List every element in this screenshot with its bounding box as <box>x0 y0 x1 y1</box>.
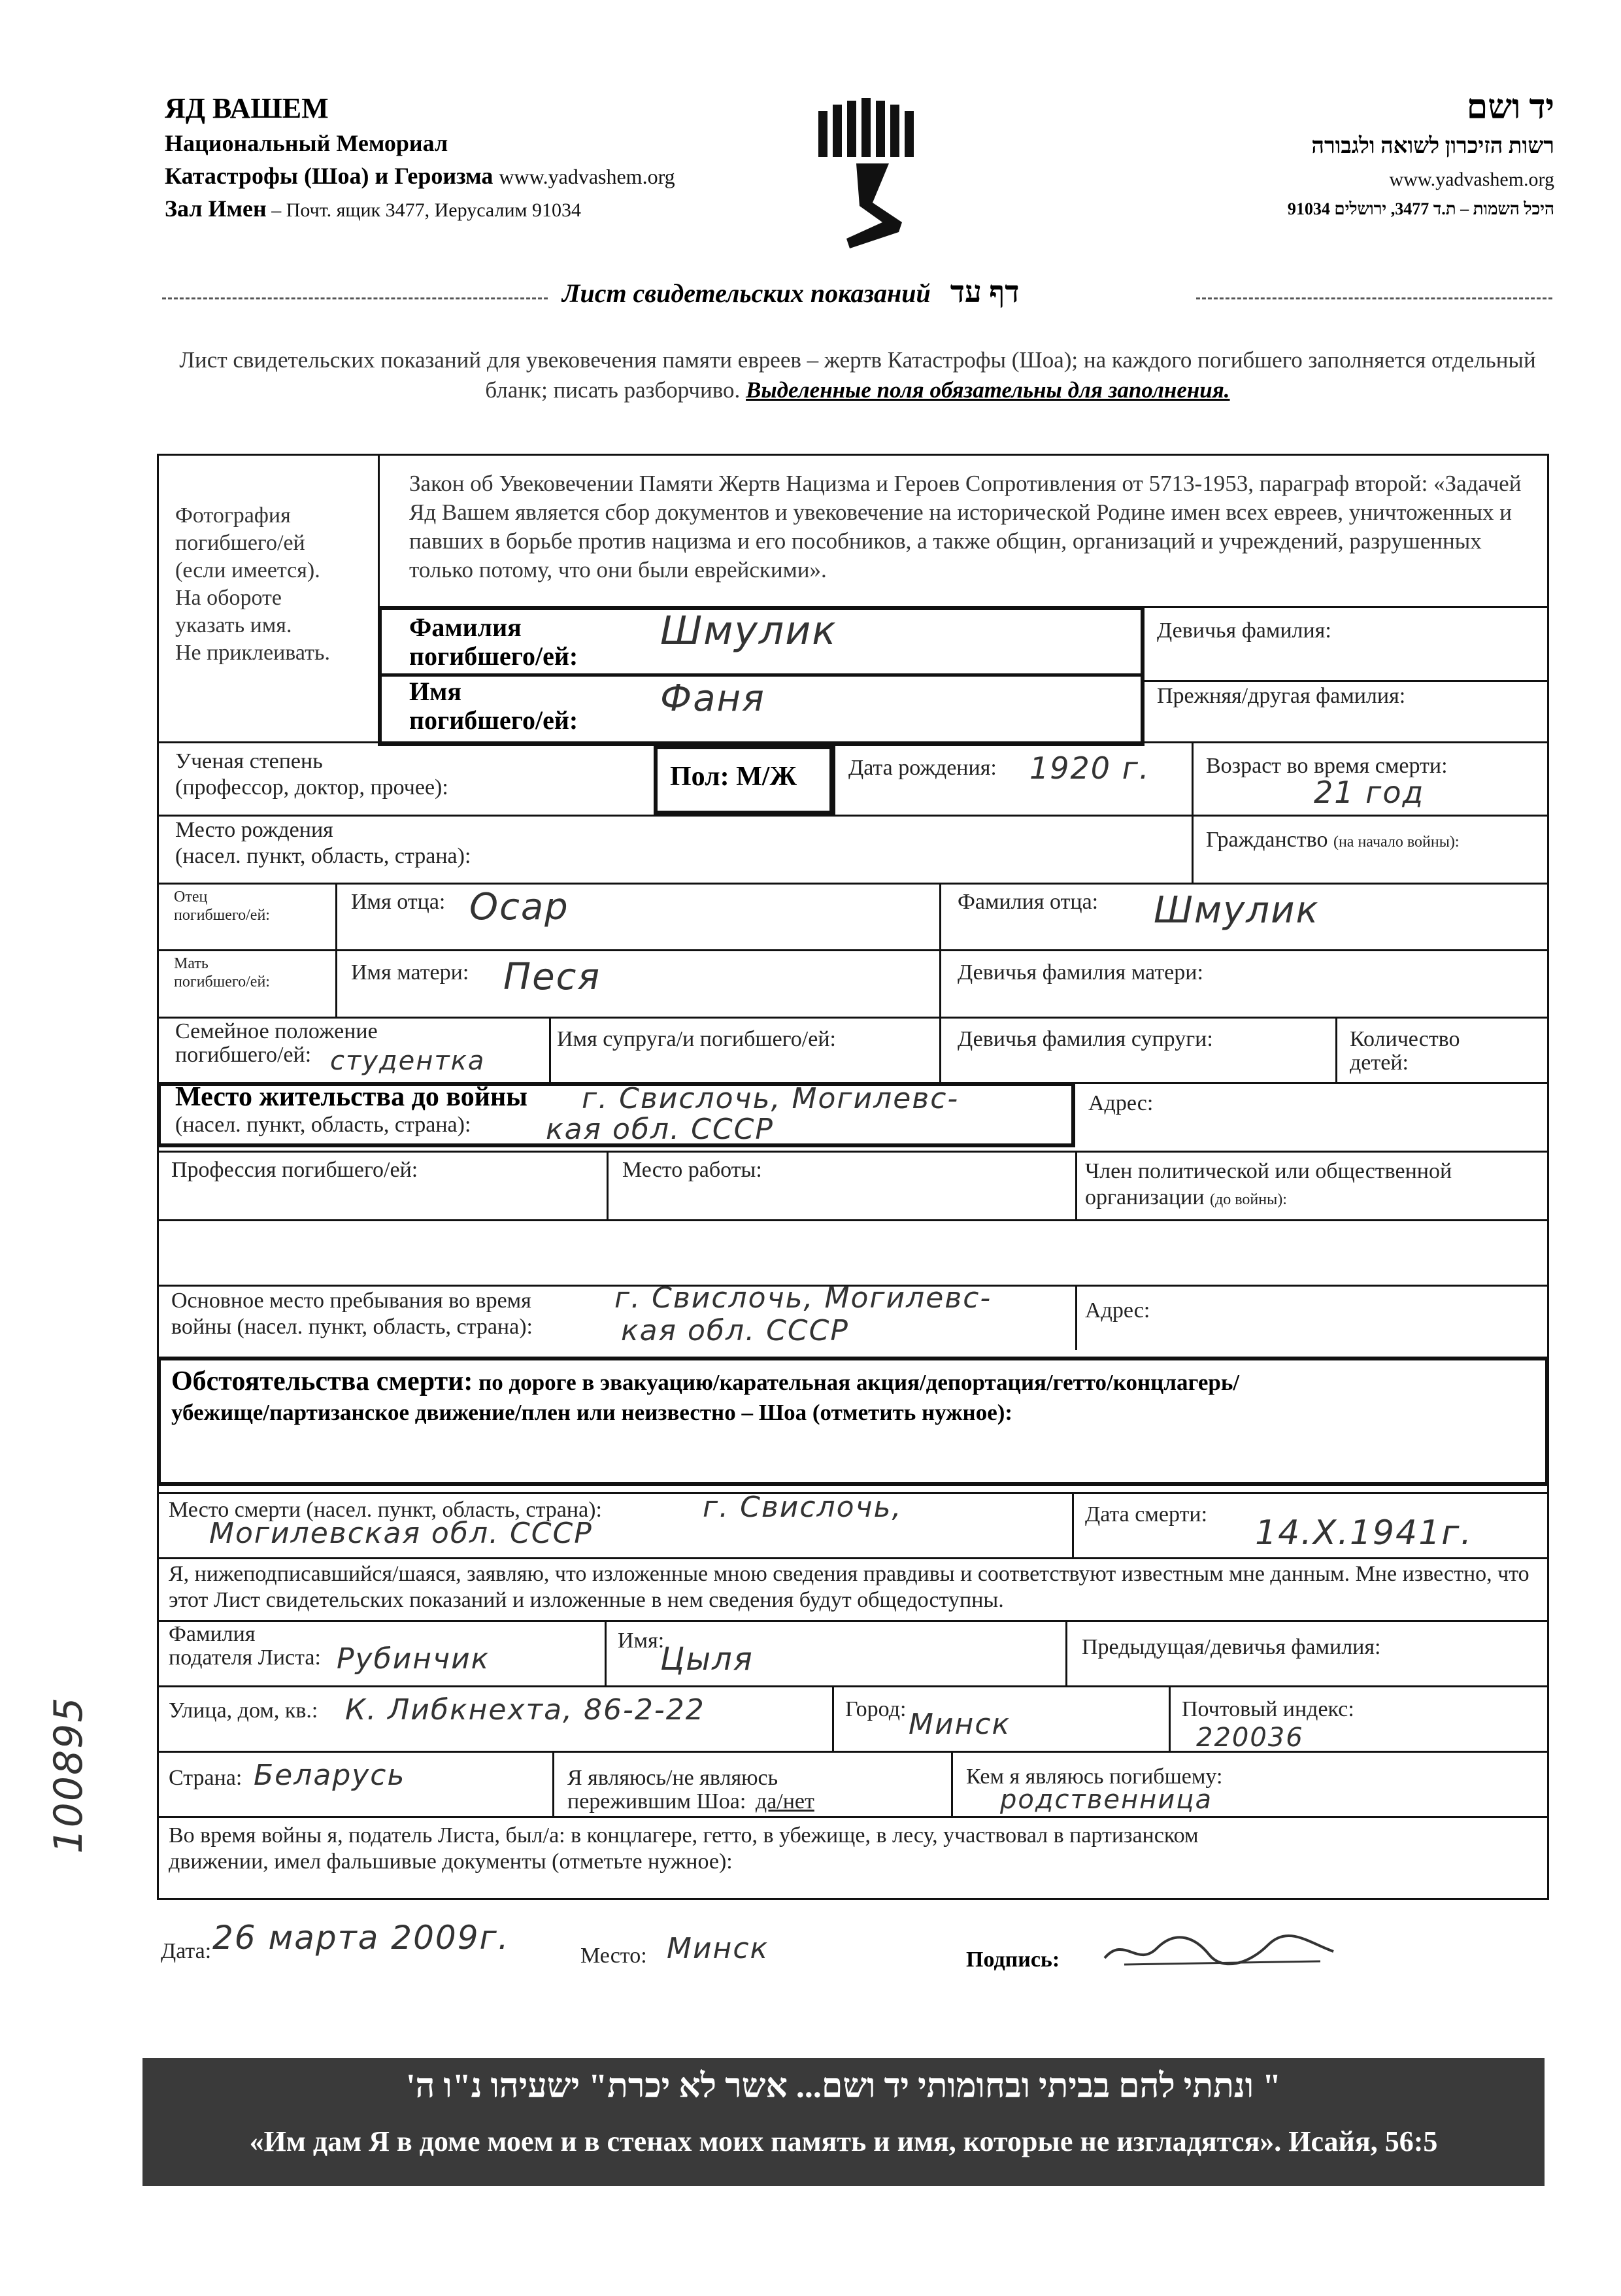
spouse-left <box>549 1017 551 1082</box>
surname-label-1: Фамилия <box>409 613 522 642</box>
submitter-name-label: Имя: <box>618 1629 665 1653</box>
submitter-prev-label: Предыдущая/девичья фамилия: <box>1082 1635 1381 1659</box>
citizenship-label-text: Гражданство <box>1206 828 1328 852</box>
citizenship-label <box>1206 827 1460 853</box>
header-left-line2-text: Катастрофы (Шоа) и Героизма <box>165 163 493 189</box>
place-value[interactable]: Минск <box>667 1932 769 1965</box>
yad-vashem-logo <box>811 98 928 255</box>
date-label: Дата: <box>161 1939 212 1963</box>
street-value[interactable]: К. Либкнехта, 86-2-22 <box>345 1693 705 1727</box>
wartime-self-2: движении, имел фальшивые документы (отметьте нужное): <box>169 1849 733 1874</box>
header-right-line1: רשות הזיכרון לשואה ולגבורה <box>1311 134 1554 158</box>
header-left-title: ЯД ВАШЕМ <box>165 92 329 124</box>
mother-tag-2: погибшего/ей: <box>174 973 270 990</box>
header-left-address: – Почт. ящик 3477, Иерусалим 91034 <box>271 199 581 221</box>
membership-left <box>1075 1151 1077 1219</box>
profession-label: Профессия погибшего/ей: <box>171 1158 418 1182</box>
survivor-label-1: Я являюсь/не являюсь <box>567 1766 778 1790</box>
workplace-left <box>607 1151 609 1219</box>
country-label: Страна: <box>169 1766 242 1790</box>
degree-label-2: (профессор, доктор, прочее): <box>175 775 448 800</box>
survivor-choice[interactable]: да/нет <box>755 1789 814 1814</box>
father-name-value[interactable]: Осар <box>469 886 569 928</box>
name-label <box>409 677 578 735</box>
children-label-1: Количество <box>1350 1027 1460 1051</box>
surname-label <box>409 613 578 671</box>
death-place-value-2[interactable]: Могилевская обл. СССР <box>209 1517 593 1550</box>
header-right-url: www.yadvashem.org <box>1389 169 1554 190</box>
membership-label-1: Член политической или общественной <box>1085 1159 1452 1183</box>
photo-instructions <box>175 502 330 667</box>
citizenship-note: (на начало войны): <box>1333 834 1460 851</box>
date-value[interactable]: 26 марта 2009г. <box>212 1919 510 1957</box>
membership-label <box>1085 1158 1452 1211</box>
mother-name-label: Имя матери: <box>351 960 469 985</box>
birthdate-value[interactable]: 1920 г. <box>1029 751 1150 786</box>
photo-line2: погибшего/ей <box>175 531 305 555</box>
victim-name-divider <box>378 673 1145 677</box>
death-date-label: Дата смерти: <box>1085 1502 1208 1527</box>
submitter-surname-value[interactable]: Рубинчик <box>337 1642 490 1676</box>
survivor-label-2: пережившим Шоа: <box>567 1789 746 1814</box>
birthplace-label <box>175 817 471 869</box>
form-title-ru: Лист свидетельских показаний <box>562 279 931 308</box>
row-address-top <box>157 1685 1549 1687</box>
maiden-bottom-line <box>1145 680 1549 682</box>
survivor-label <box>567 1766 814 1814</box>
title-rule-right <box>1196 297 1552 299</box>
row-marital-top <box>157 1017 1549 1019</box>
city-label: Город: <box>845 1697 907 1721</box>
photo-line1: Фотография <box>175 503 291 528</box>
death-place-label: Место смерти (насел. пункт, область, страна): <box>169 1498 602 1522</box>
name-label-1: Имя <box>409 677 461 706</box>
submitter-name-value[interactable]: Цыля <box>660 1641 754 1678</box>
wartime-self-1: Во время войны я, податель Листа, был/а: в концлагере, гетто, в убежище, в лесу, участвовал в партизанском <box>169 1823 1199 1848</box>
signature-label: Подпись: <box>966 1948 1060 1972</box>
wartime-label <box>171 1288 533 1340</box>
form-title <box>562 275 1019 309</box>
death-circ-bold: Обстоятельства смерти: <box>171 1366 473 1396</box>
footer-russian: «Им дам Я в доме моем и в стенах моих память и имя, которые не изгладятся». Исайя, 56:5 <box>249 2125 1438 2157</box>
row-blank-top <box>157 1219 1549 1221</box>
submitter-surname-label-1: Фамилия <box>169 1622 256 1646</box>
marital-label-1: Семейное положение <box>175 1019 378 1043</box>
intro-text <box>171 345 1544 405</box>
age-left <box>1192 741 1194 815</box>
postal-value[interactable]: 220036 <box>1196 1723 1304 1753</box>
spouse-maiden-label: Девичья фамилия супруги: <box>958 1027 1213 1051</box>
relation-value[interactable]: родственница <box>1000 1785 1213 1815</box>
country-value[interactable]: Беларусь <box>254 1759 406 1792</box>
postal-left <box>1169 1685 1171 1751</box>
wartime-value-2[interactable]: кая обл. СССР <box>621 1314 849 1347</box>
children-label <box>1350 1028 1460 1075</box>
death-circ-row1 <box>171 1366 1531 1398</box>
row-wartime-self-top <box>157 1816 1549 1818</box>
birthdate-label: Дата рождения: <box>848 756 997 780</box>
surname-value[interactable]: Шмулик <box>660 608 837 654</box>
mother-maiden-label: Девичья фамилия матери: <box>958 960 1203 985</box>
residence-label <box>175 1082 527 1138</box>
surname-label-2: погибшего/ей: <box>409 641 578 671</box>
wartime-label-2: войны (насел. пункт, область, страна): <box>171 1315 533 1339</box>
name-value[interactable]: Фаня <box>660 677 765 720</box>
submitter-prev-left <box>1065 1620 1067 1685</box>
membership-label-2-row <box>1085 1185 1452 1211</box>
photo-line3: (если имеется). <box>175 558 320 582</box>
mother-name-value[interactable]: Песя <box>503 956 601 998</box>
intro-main: Лист свидетельских показаний для увековечения памяти евреев – жертв Катастрофы (Шоа); на каждого погибшего заполняется отдельный бланк; писать разборчиво. <box>179 347 1536 403</box>
maiden-label: Девичья фамилия: <box>1157 618 1331 643</box>
death-place-value-1[interactable]: г. Свислочь, <box>703 1491 903 1524</box>
submitter-surname-label-2: подателя Листа: <box>169 1646 321 1670</box>
father-name-label: Имя отца: <box>351 890 446 914</box>
declaration: Я, нижеподписавшийся/шаяся, заявляю, что изложенные мною сведения правдивы и соответствуют известным мне данным. Мне известно, что этот Лист свидетельских показаний и изложенные в нем сведения будут общедоступны. <box>169 1562 1529 1612</box>
city-value[interactable]: Минск <box>909 1708 1011 1741</box>
street-label: Улица, дом, кв.: <box>169 1698 318 1723</box>
photo-line5: указать имя. <box>175 613 292 637</box>
place-label: Место: <box>580 1944 647 1968</box>
wartime-address-label: Адрес: <box>1085 1298 1150 1323</box>
header-left-line1: Национальный Мемориал <box>165 130 448 156</box>
residence-label-1: Место жительства до войны <box>175 1082 527 1112</box>
wartime-address-left <box>1075 1285 1077 1350</box>
submitter-name-left <box>605 1620 607 1685</box>
header-left-hall: Зал Имен <box>165 195 267 222</box>
birthplace-label-2: (насел. пункт, область, страна): <box>175 844 471 868</box>
signature-mark[interactable] <box>1098 1929 1346 1977</box>
wartime-self <box>169 1823 1541 1875</box>
father-surname-value[interactable]: Шмулик <box>1154 889 1320 932</box>
degree-label-1: Ученая степень <box>175 749 323 773</box>
children-label-2: детей: <box>1350 1051 1409 1075</box>
side-number: 100895 <box>46 1696 92 1854</box>
form-title-he: דף עד <box>950 275 1020 309</box>
header-left-url: www.yadvashem.org <box>499 165 675 188</box>
header-right-title: יד ושם <box>1466 89 1554 126</box>
header-left-line3 <box>165 195 581 222</box>
header-right-line2: היכל השמות – ת.ד 3477, ירושלים 91034 <box>1287 199 1554 218</box>
degree-label <box>175 749 448 801</box>
death-circ-text2: убежище/партизанское движение/плен или неизвестно – Шоа (отметить нужное): <box>171 1400 1013 1425</box>
row-birthplace-top <box>157 815 1549 817</box>
row-father-top <box>157 883 1549 885</box>
row-degree-top <box>157 741 1549 743</box>
row-profession-top <box>157 1151 1549 1153</box>
workplace-label: Место работы: <box>622 1158 762 1182</box>
intro-emphasis: Выделенные поля обязательны для заполнения. <box>746 377 1230 403</box>
children-left <box>1335 1017 1337 1082</box>
footer-hebrew: " ונתתי להם בביתי ובחומותי יד ושם... אשר לא יכרת" ישעיהו נ"ו ה' <box>406 2068 1281 2105</box>
wartime-value-1[interactable]: г. Свислочь, Могилевс- <box>614 1281 992 1315</box>
mother-tag-1: Мать <box>174 955 209 972</box>
survivor-left <box>552 1751 554 1816</box>
residence-address-label: Адрес: <box>1088 1091 1154 1115</box>
row-declaration-top <box>157 1557 1549 1559</box>
residence-value-1[interactable]: г. Свислочь, Могилевс- <box>582 1082 960 1115</box>
death-date-value[interactable]: 14.X.1941г. <box>1255 1513 1473 1553</box>
marital-value[interactable]: студентка <box>330 1046 486 1076</box>
law-bottom-line <box>1145 606 1549 608</box>
residence-value-2[interactable]: кая обл. СССР <box>546 1113 774 1146</box>
row-country-top <box>157 1751 1549 1753</box>
residence-label-2: (насел. пункт, область, страна): <box>175 1113 471 1137</box>
photo-line6: Не приклеивать. <box>175 641 330 665</box>
sex-label: Пол: М/Ж <box>670 762 797 792</box>
marital-label-2: погибшего/ей: <box>175 1043 312 1067</box>
city-left <box>832 1685 834 1751</box>
age-value[interactable]: 21 год <box>1314 775 1425 810</box>
father-tag <box>174 888 270 924</box>
title-rule-left <box>162 297 548 299</box>
spouse-name-label: Имя супруга/и погибшего/ей: <box>557 1027 836 1051</box>
wartime-label-1: Основное место пребывания во время <box>171 1289 531 1313</box>
membership-note: (до войны): <box>1210 1191 1287 1208</box>
mother-tag <box>174 954 270 991</box>
spouse-maiden-left <box>939 1017 941 1082</box>
father-tag-2: погибшего/ей: <box>174 907 270 924</box>
birthplace-label-1: Место рождения <box>175 818 333 842</box>
membership-label-2: организации <box>1085 1185 1205 1209</box>
row-mother-top <box>157 949 1549 951</box>
other-surname-label: Прежняя/другая фамилия: <box>1157 684 1406 708</box>
father-tag-1: Отец <box>174 888 208 905</box>
death-date-left <box>1072 1492 1074 1557</box>
header-left-line2 <box>165 162 675 190</box>
birthdate-left <box>833 741 835 815</box>
relation-label: Кем я являюсь погибшему: <box>966 1764 1223 1789</box>
photo-line4: На обороте <box>175 586 282 610</box>
survivor-label-2-row <box>567 1790 814 1814</box>
relation-left <box>951 1751 953 1816</box>
row-submitter-top <box>157 1620 1549 1622</box>
age-label: Возраст во время смерти: <box>1206 754 1448 778</box>
submitter-surname-label <box>169 1623 321 1670</box>
death-circumstances-label <box>171 1366 1531 1428</box>
law-text: Закон об Увековечении Памяти Жертв Нацизма и Героев Сопротивления от 5713-1953, параграф второй: «Задачей Яд Вашем является сбор документов и увековечение на исторической Родине имен всех евреев, уничтоженных и павших в борьбе против нацизма и его пособников, а также общин, организаций и учреждений, разрушенных только потому, что они были еврейскими». <box>409 471 1522 582</box>
citizenship-left <box>1192 815 1194 883</box>
name-label-2: погибшего/ей: <box>409 705 578 735</box>
death-circ-text: по дороге в эвакуацию/карательная акция/депортация/гетто/концлагерь/ <box>478 1370 1240 1395</box>
father-surname-label: Фамилия отца: <box>958 890 1099 914</box>
postal-label: Почтовый индекс: <box>1182 1697 1354 1721</box>
